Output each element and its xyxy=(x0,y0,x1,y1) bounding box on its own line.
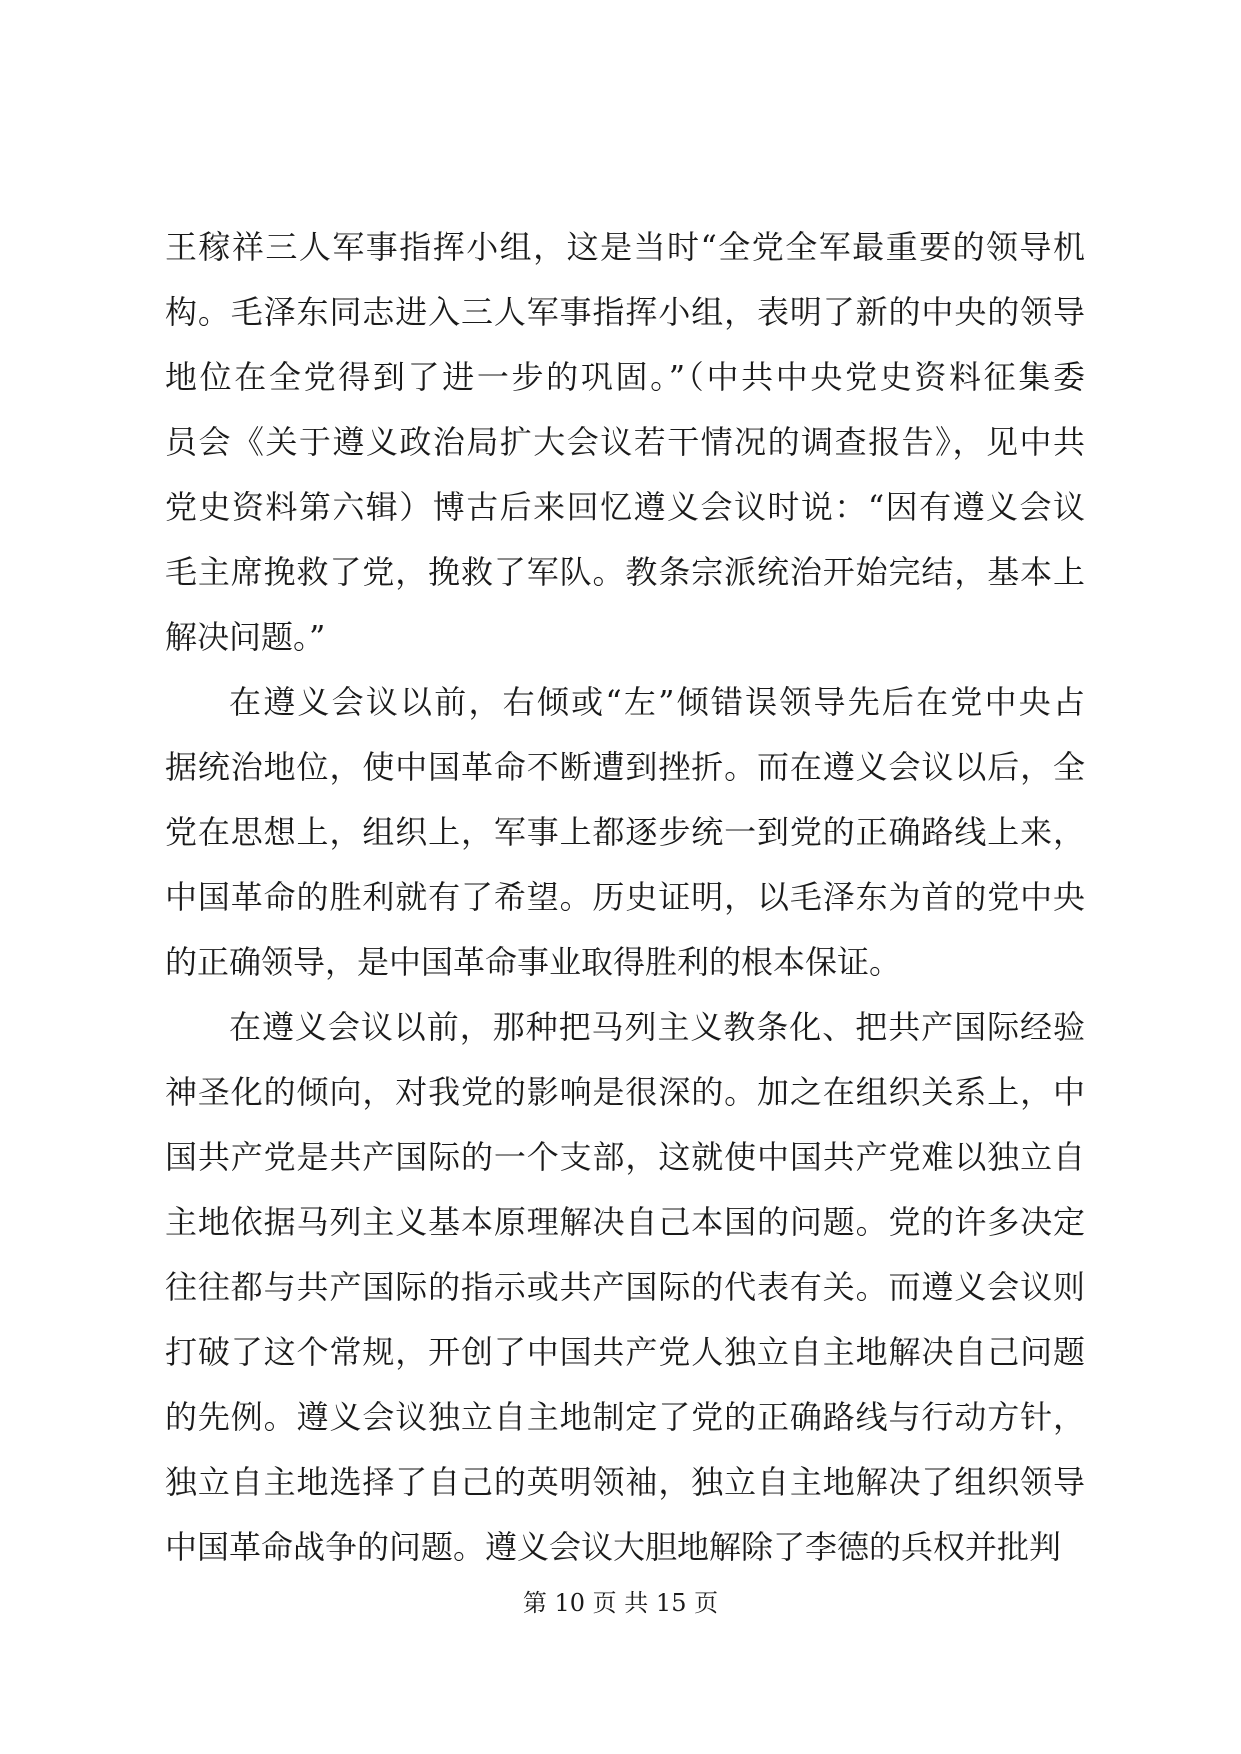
text-line: 往往都与共产国际的指示或共产国际的代表有关。而遵义会议则 xyxy=(165,1268,1085,1306)
document-body xyxy=(165,215,1085,1580)
text-line: 独立自主地选择了自己的英明领袖，独立自主地解决了组织领导 xyxy=(165,1463,1085,1501)
text-line: 党史资料第六辑）博古后来回忆遵义会议时说：“因有遵义会议 xyxy=(165,488,1085,526)
text-line: 解决问题。” xyxy=(165,618,326,656)
text-line: 构。毛泽东同志进入三人军事指挥小组，表明了新的中央的领导 xyxy=(165,293,1085,331)
text-line: 中国革命的胜利就有了希望。历史证明，以毛泽东为首的党中央 xyxy=(165,878,1085,916)
text-line: 主地依据马列主义基本原理解决自己本国的问题。党的许多决定 xyxy=(165,1203,1085,1241)
paragraph xyxy=(165,995,1085,1580)
text-line: 中国革命战争的问题。遵义会议大胆地解除了李德的兵权并批判 xyxy=(165,1528,1062,1566)
text-line: 党在思想上，组织上，军事上都逐步统一到党的正确路线上来， xyxy=(165,813,1085,851)
page-footer: 第 10 页 共 15 页 xyxy=(522,1589,719,1617)
text-line: 神圣化的倾向，对我党的影响是很深的。加之在组织关系上，中 xyxy=(165,1073,1085,1111)
paragraph xyxy=(165,215,1085,670)
text-line: 在遵义会议以前，右倾或“左”倾错误领导先后在党中央占 xyxy=(229,683,1085,721)
text-line: 据统治地位，使中国革命不断遭到挫折。而在遵义会议以后，全 xyxy=(165,748,1085,786)
text-line: 在遵义会议以前，那种把马列主义教条化、把共产国际经验 xyxy=(229,1008,1085,1046)
paragraph xyxy=(165,670,1085,995)
text-line: 毛主席挽救了党，挽救了军队。教条宗派统治开始完结，基本上 xyxy=(165,553,1085,591)
text-line: 的正确领导，是中国革命事业取得胜利的根本保证。 xyxy=(165,943,902,981)
text-line: 打破了这个常规，开创了中国共产党人独立自主地解决自己问题 xyxy=(165,1333,1085,1371)
text-line: 国共产党是共产国际的一个支部，这就使中国共产党难以独立自 xyxy=(165,1138,1085,1176)
text-line: 地位在全党得到了进一步的巩固。”（中共中央党史资料征集委 xyxy=(165,358,1085,396)
text-line: 王稼祥三人军事指挥小组，这是当时“全党全军最重要的领导机 xyxy=(165,228,1085,266)
text-line: 员会《关于遵义政治局扩大会议若干情况的调查报告》，见中共 xyxy=(165,423,1085,461)
text-line: 的先例。遵义会议独立自主地制定了党的正确路线与行动方针， xyxy=(165,1398,1085,1436)
